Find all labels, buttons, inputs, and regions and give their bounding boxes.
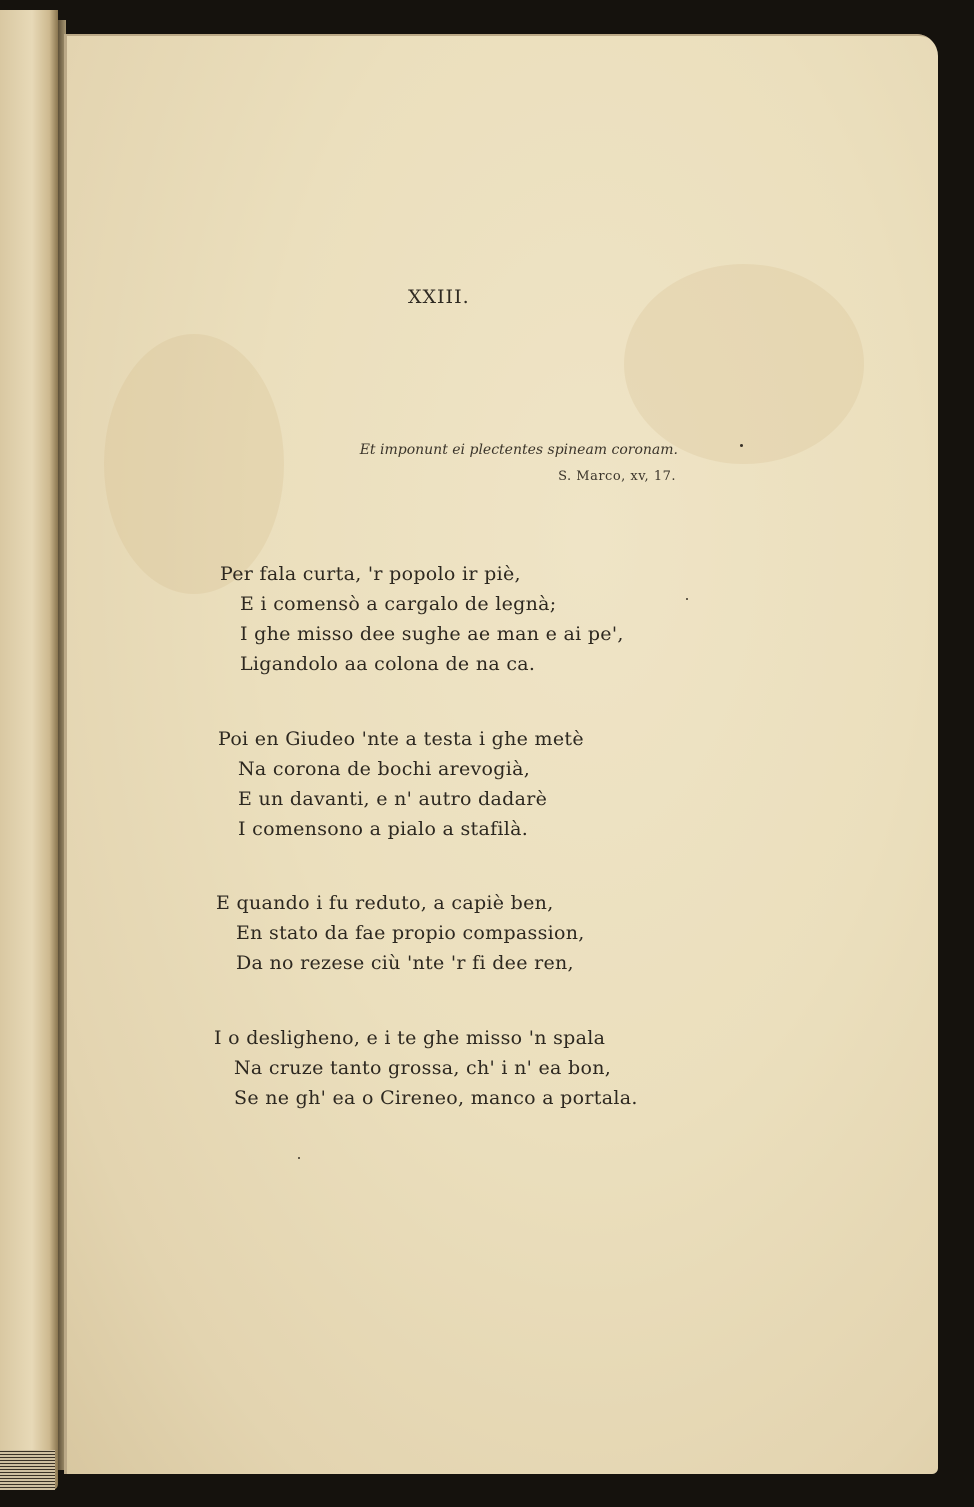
verse-line: Se ne gh' ea o Cireneo, manco a portala.	[234, 1087, 638, 1109]
verse-line: E quando i fu reduto, a capiè ben,	[216, 892, 554, 914]
left-page-edge	[0, 10, 58, 1490]
page-stain	[624, 264, 864, 464]
verse-line: I comensono a pialo a stafilà.	[238, 818, 529, 840]
page-stack-edge	[0, 1450, 55, 1490]
verse-line: Na corona de bochi arevogià,	[238, 758, 531, 780]
paper-speck	[740, 444, 743, 447]
verse-line: Na cruze tanto grossa, ch' i n' ea bon,	[234, 1057, 612, 1079]
epigraph-source-text: S. Marco, xv, 17.	[558, 469, 676, 484]
verse-line: I ghe misso dee sughe ae man e ai pe',	[240, 623, 624, 645]
poem-number-heading: XXIII.	[408, 286, 470, 308]
paper-speck	[686, 598, 688, 600]
verse-line: En stato da fae propio compassion,	[236, 922, 585, 944]
verse-line: Per fala curta, 'r popolo ir piè,	[220, 563, 521, 585]
epigraph-source	[558, 469, 676, 484]
verse-line: Ligandolo aa colona de na ca.	[240, 653, 536, 675]
epigraph-quote: Et imponunt ei plectentes spineam coronam.	[359, 442, 678, 458]
verse-line: E i comensò a cargalo de legnà;	[240, 593, 557, 615]
verse-line: E un davanti, e n' autro dadarè	[238, 788, 548, 810]
verse-line: Da no rezese ciù 'nte 'r fi dee ren,	[236, 952, 574, 974]
book-page	[64, 34, 938, 1474]
verse-line: Poi en Giudeo 'nte a testa i ghe metè	[218, 728, 584, 750]
page-stain	[104, 334, 284, 594]
paper-speck	[298, 1157, 300, 1159]
verse-line: I o desligheno, e i te ghe misso 'n spala	[214, 1027, 606, 1049]
